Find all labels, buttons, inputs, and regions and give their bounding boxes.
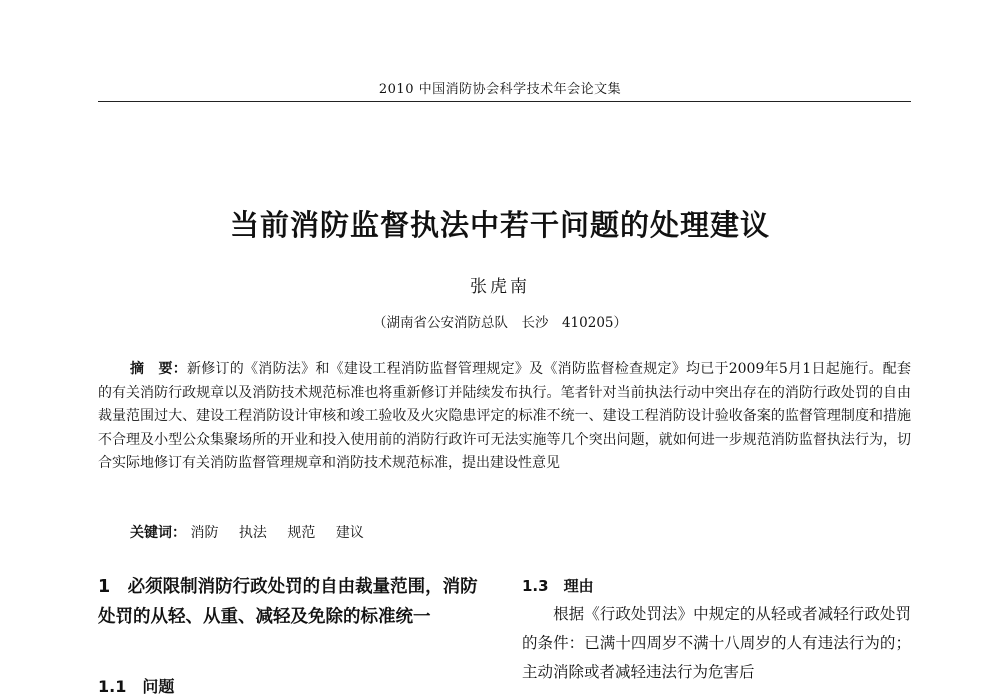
keyword: 建议 xyxy=(335,525,364,541)
abstract-text: 新修订的《消防法》和《建设工程消防监督管理规定》及《消防监督检查规定》均已于2009年5月1日起施行。配套的有关消防行政规章以及消防技术规范标准也将重新修订并陆续发布执行。笔者针对当前执法行动中突出存在的消防行政处罚的自由裁量范围过大、建设工程消防设计审核和竣工验收及火灾隐患评定的标准不统一、建设工程消防设计验收备案的监督管理制度和措施不合理及小型公众集聚场所的开业和投入使用前的消防行政许可无法实施等几个突出问题，就如何进一步规范消防监督执法行为，切合实际地修订有关消防监督管理规章和消防技术规范标准，提出建设性意见 xyxy=(98,361,911,471)
author: 张虎南 xyxy=(470,277,530,297)
running-head: 2010 中国消防协会科学技术年会论文集 xyxy=(378,82,622,97)
keyword: 执法 xyxy=(238,525,267,541)
abstract-label: 摘 要： xyxy=(130,361,188,377)
abstract xyxy=(98,358,911,476)
paper-title: 当前消防监督执法中若干问题的处理建议 xyxy=(229,208,770,242)
keywords xyxy=(130,522,380,542)
affiliation: （湖南省公安消防总队 长沙 410205） xyxy=(372,315,628,331)
section-1-3-body xyxy=(522,600,911,687)
section-1-3-text: 根据《行政处罚法》中规定的从轻或者减轻行政处罚的条件：已满十四周岁不满十八周岁的人有违法行为的；主动消除或者减轻违法行为危害后 xyxy=(522,605,911,681)
section-1-heading: 1 必须限制消防行政处罚的自由裁量范围，消防处罚的从轻、从重、减轻及免除的标准统一 xyxy=(98,577,478,627)
keyword: 消防 xyxy=(190,525,219,541)
header-rule xyxy=(98,101,911,102)
keyword: 规范 xyxy=(287,525,316,541)
keywords-label: 关键词： xyxy=(130,525,186,541)
section-1-1-heading: 1.1 问题 xyxy=(98,677,175,696)
section-1-3-heading: 1.3 理由 xyxy=(522,577,594,595)
